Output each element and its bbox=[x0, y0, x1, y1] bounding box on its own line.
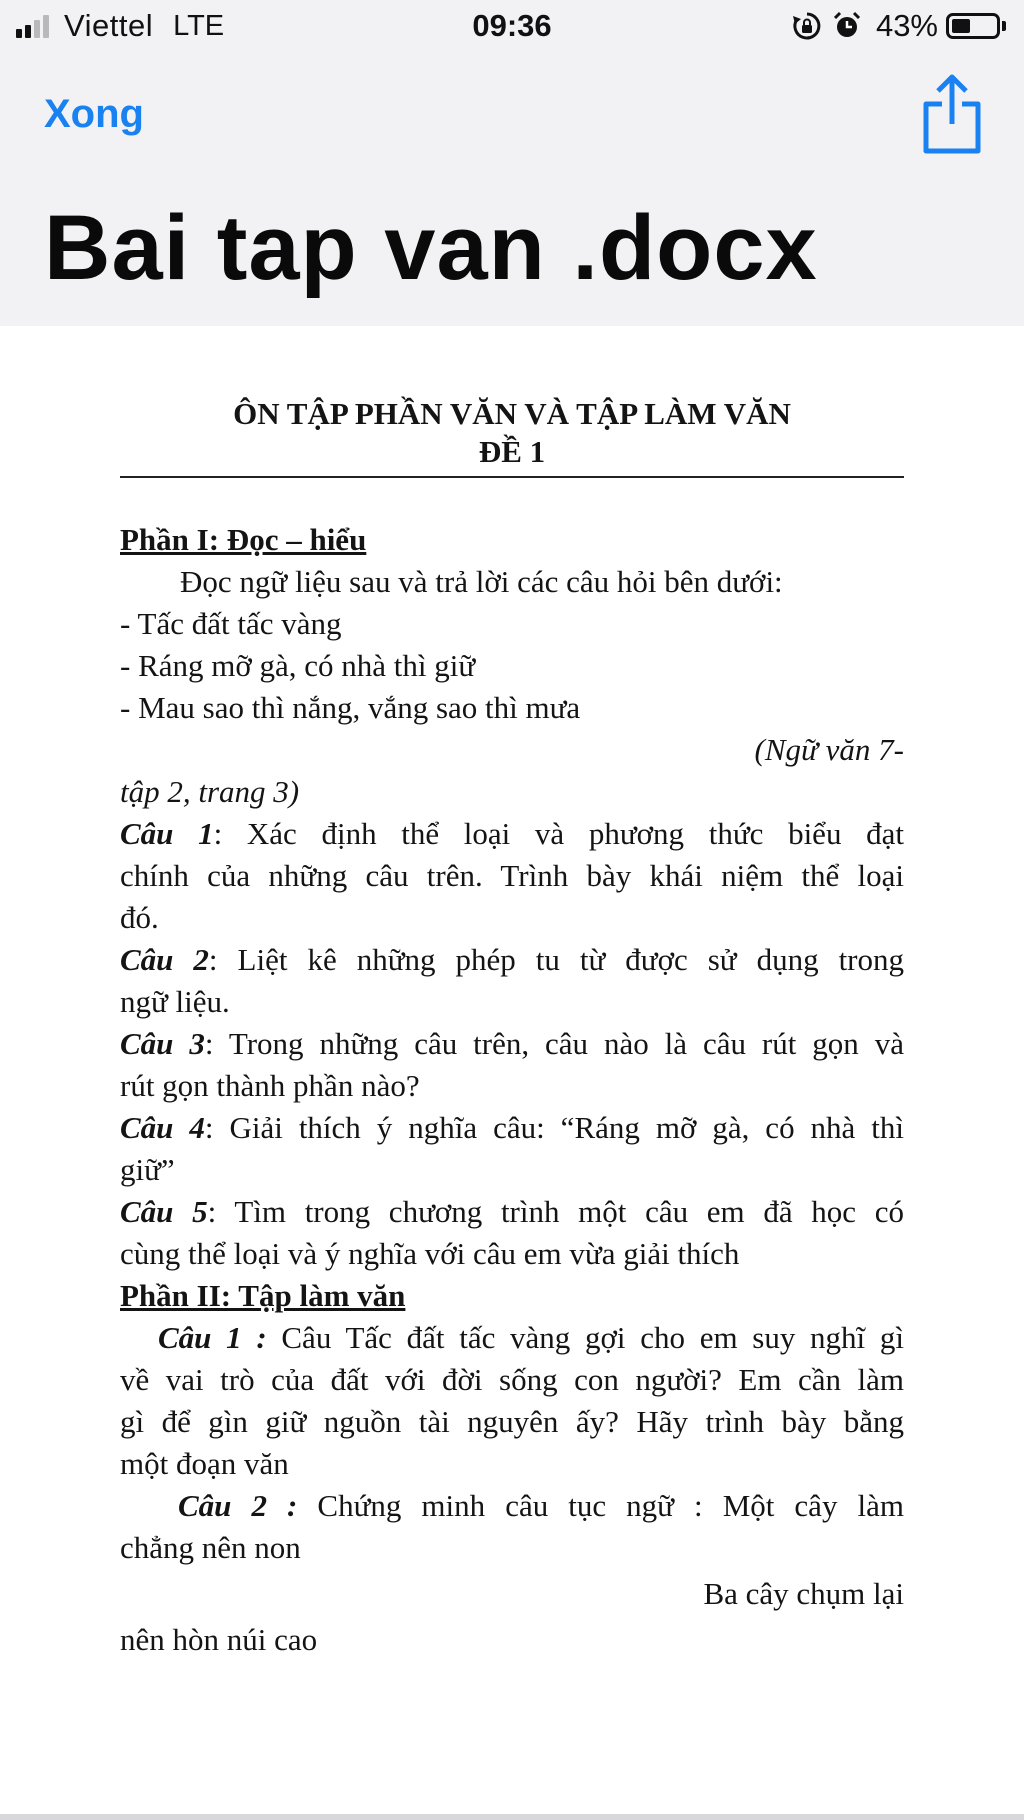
essay-question-1-line-2: về vai trò của đất với đời sống con người? Em cần làm bbox=[120, 1362, 904, 1397]
question-1-line-3: đó. bbox=[120, 900, 159, 935]
status-bar bbox=[0, 0, 1024, 56]
heading-divider bbox=[120, 476, 904, 478]
question-label: Câu 2 bbox=[120, 942, 209, 977]
essay-question-2 bbox=[120, 1488, 904, 1524]
question-label: Câu 3 bbox=[120, 1026, 205, 1061]
essay-text: Chứng minh câu tục ngữ : Một cây làm bbox=[297, 1488, 904, 1523]
part1-heading bbox=[120, 522, 904, 558]
document-page bbox=[0, 326, 1024, 1820]
bottom-edge bbox=[0, 1814, 1024, 1820]
part2-heading-text: Phần II: Tập làm văn bbox=[120, 1278, 406, 1313]
proverb-3: - Mau sao thì nắng, vắng sao thì mưa bbox=[120, 690, 581, 725]
essay-question-1-line-3: gì để gìn giữ nguồn tài nguyên ấy? Hãy trình bày bằng bbox=[120, 1404, 904, 1439]
alarm-icon bbox=[832, 11, 862, 41]
nav-header bbox=[0, 56, 1024, 326]
question-2 bbox=[120, 942, 904, 978]
part2-heading bbox=[120, 1278, 904, 1314]
intro-text: Đọc ngữ liệu sau và trả lời các câu hỏi bên dưới: bbox=[180, 564, 783, 599]
question-text: : Tìm trong chương trình một câu em đã học có bbox=[207, 1194, 904, 1229]
essay-question-1 bbox=[120, 1320, 904, 1356]
question-3-line-2: rút gọn thành phần nào? bbox=[120, 1068, 420, 1103]
network-type: LTE bbox=[173, 9, 225, 42]
proverb-1: - Tấc đất tấc vàng bbox=[120, 606, 342, 641]
essay-label: Câu 1 : bbox=[158, 1320, 267, 1355]
document-heading: ÔN TẬP PHẦN VĂN VÀ TẬP LÀM VĂN bbox=[233, 396, 791, 431]
question-label: Câu 4 bbox=[120, 1110, 205, 1145]
proverb-2: - Ráng mỡ gà, có nhà thì giữ bbox=[120, 648, 476, 683]
battery-percent: 43% bbox=[875, 8, 938, 43]
question-5 bbox=[120, 1194, 904, 1230]
carrier-name: Viettel bbox=[64, 8, 154, 43]
battery-cap bbox=[1002, 21, 1006, 31]
source-line-1: (Ngữ văn 7- bbox=[754, 732, 904, 767]
battery-icon bbox=[946, 13, 1000, 39]
orientation-lock-icon bbox=[792, 11, 822, 41]
question-text: : Xác định thể loại và phương thức biểu đạt bbox=[213, 816, 904, 851]
share-icon[interactable] bbox=[920, 74, 984, 156]
question-text: : Liệt kê những phép tu từ được sử dụng trong bbox=[208, 942, 905, 977]
question-2-line-2: ngữ liệu. bbox=[120, 984, 230, 1019]
essay-question-2-line-3: Ba cây chụm lại bbox=[703, 1576, 904, 1611]
question-label: Câu 5 bbox=[120, 1194, 208, 1229]
status-right bbox=[782, 8, 1006, 44]
essay-question-2-line-4: nên hòn núi cao bbox=[120, 1622, 318, 1657]
part1-heading-text: Phần I: Đọc – hiểu bbox=[120, 522, 367, 557]
document-title: Bai tap van .docx bbox=[44, 197, 818, 299]
question-text: : Trong những câu trên, câu nào là câu rút gọn và bbox=[204, 1026, 904, 1061]
question-4 bbox=[120, 1110, 904, 1146]
clock: 09:36 bbox=[472, 8, 552, 43]
document-subtitle: ĐỀ 1 bbox=[478, 434, 546, 469]
essay-text: Câu Tấc đất tấc vàng gợi cho em suy nghĩ gì bbox=[266, 1320, 904, 1355]
essay-question-2-line-2: chẳng nên non bbox=[120, 1530, 301, 1565]
done-button[interactable]: Xong bbox=[44, 92, 144, 136]
question-4-line-2: giữ” bbox=[120, 1152, 175, 1187]
essay-label: Câu 2 : bbox=[178, 1488, 298, 1523]
source-line-2: tập 2, trang 3) bbox=[120, 774, 300, 809]
question-5-line-2: cùng thể loại và ý nghĩa với câu em vừa giải thích bbox=[120, 1236, 740, 1271]
battery-fill bbox=[952, 19, 970, 33]
question-1-line-2: chính của những câu trên. Trình bày khái niệm thể loại bbox=[120, 858, 904, 893]
question-text: : Giải thích ý nghĩa câu: “Ráng mỡ gà, có nhà thì bbox=[204, 1110, 904, 1145]
question-1 bbox=[120, 816, 904, 852]
essay-question-1-line-4: một đoạn văn bbox=[120, 1446, 289, 1481]
question-3 bbox=[120, 1026, 904, 1062]
question-label: Câu 1 bbox=[120, 816, 214, 851]
